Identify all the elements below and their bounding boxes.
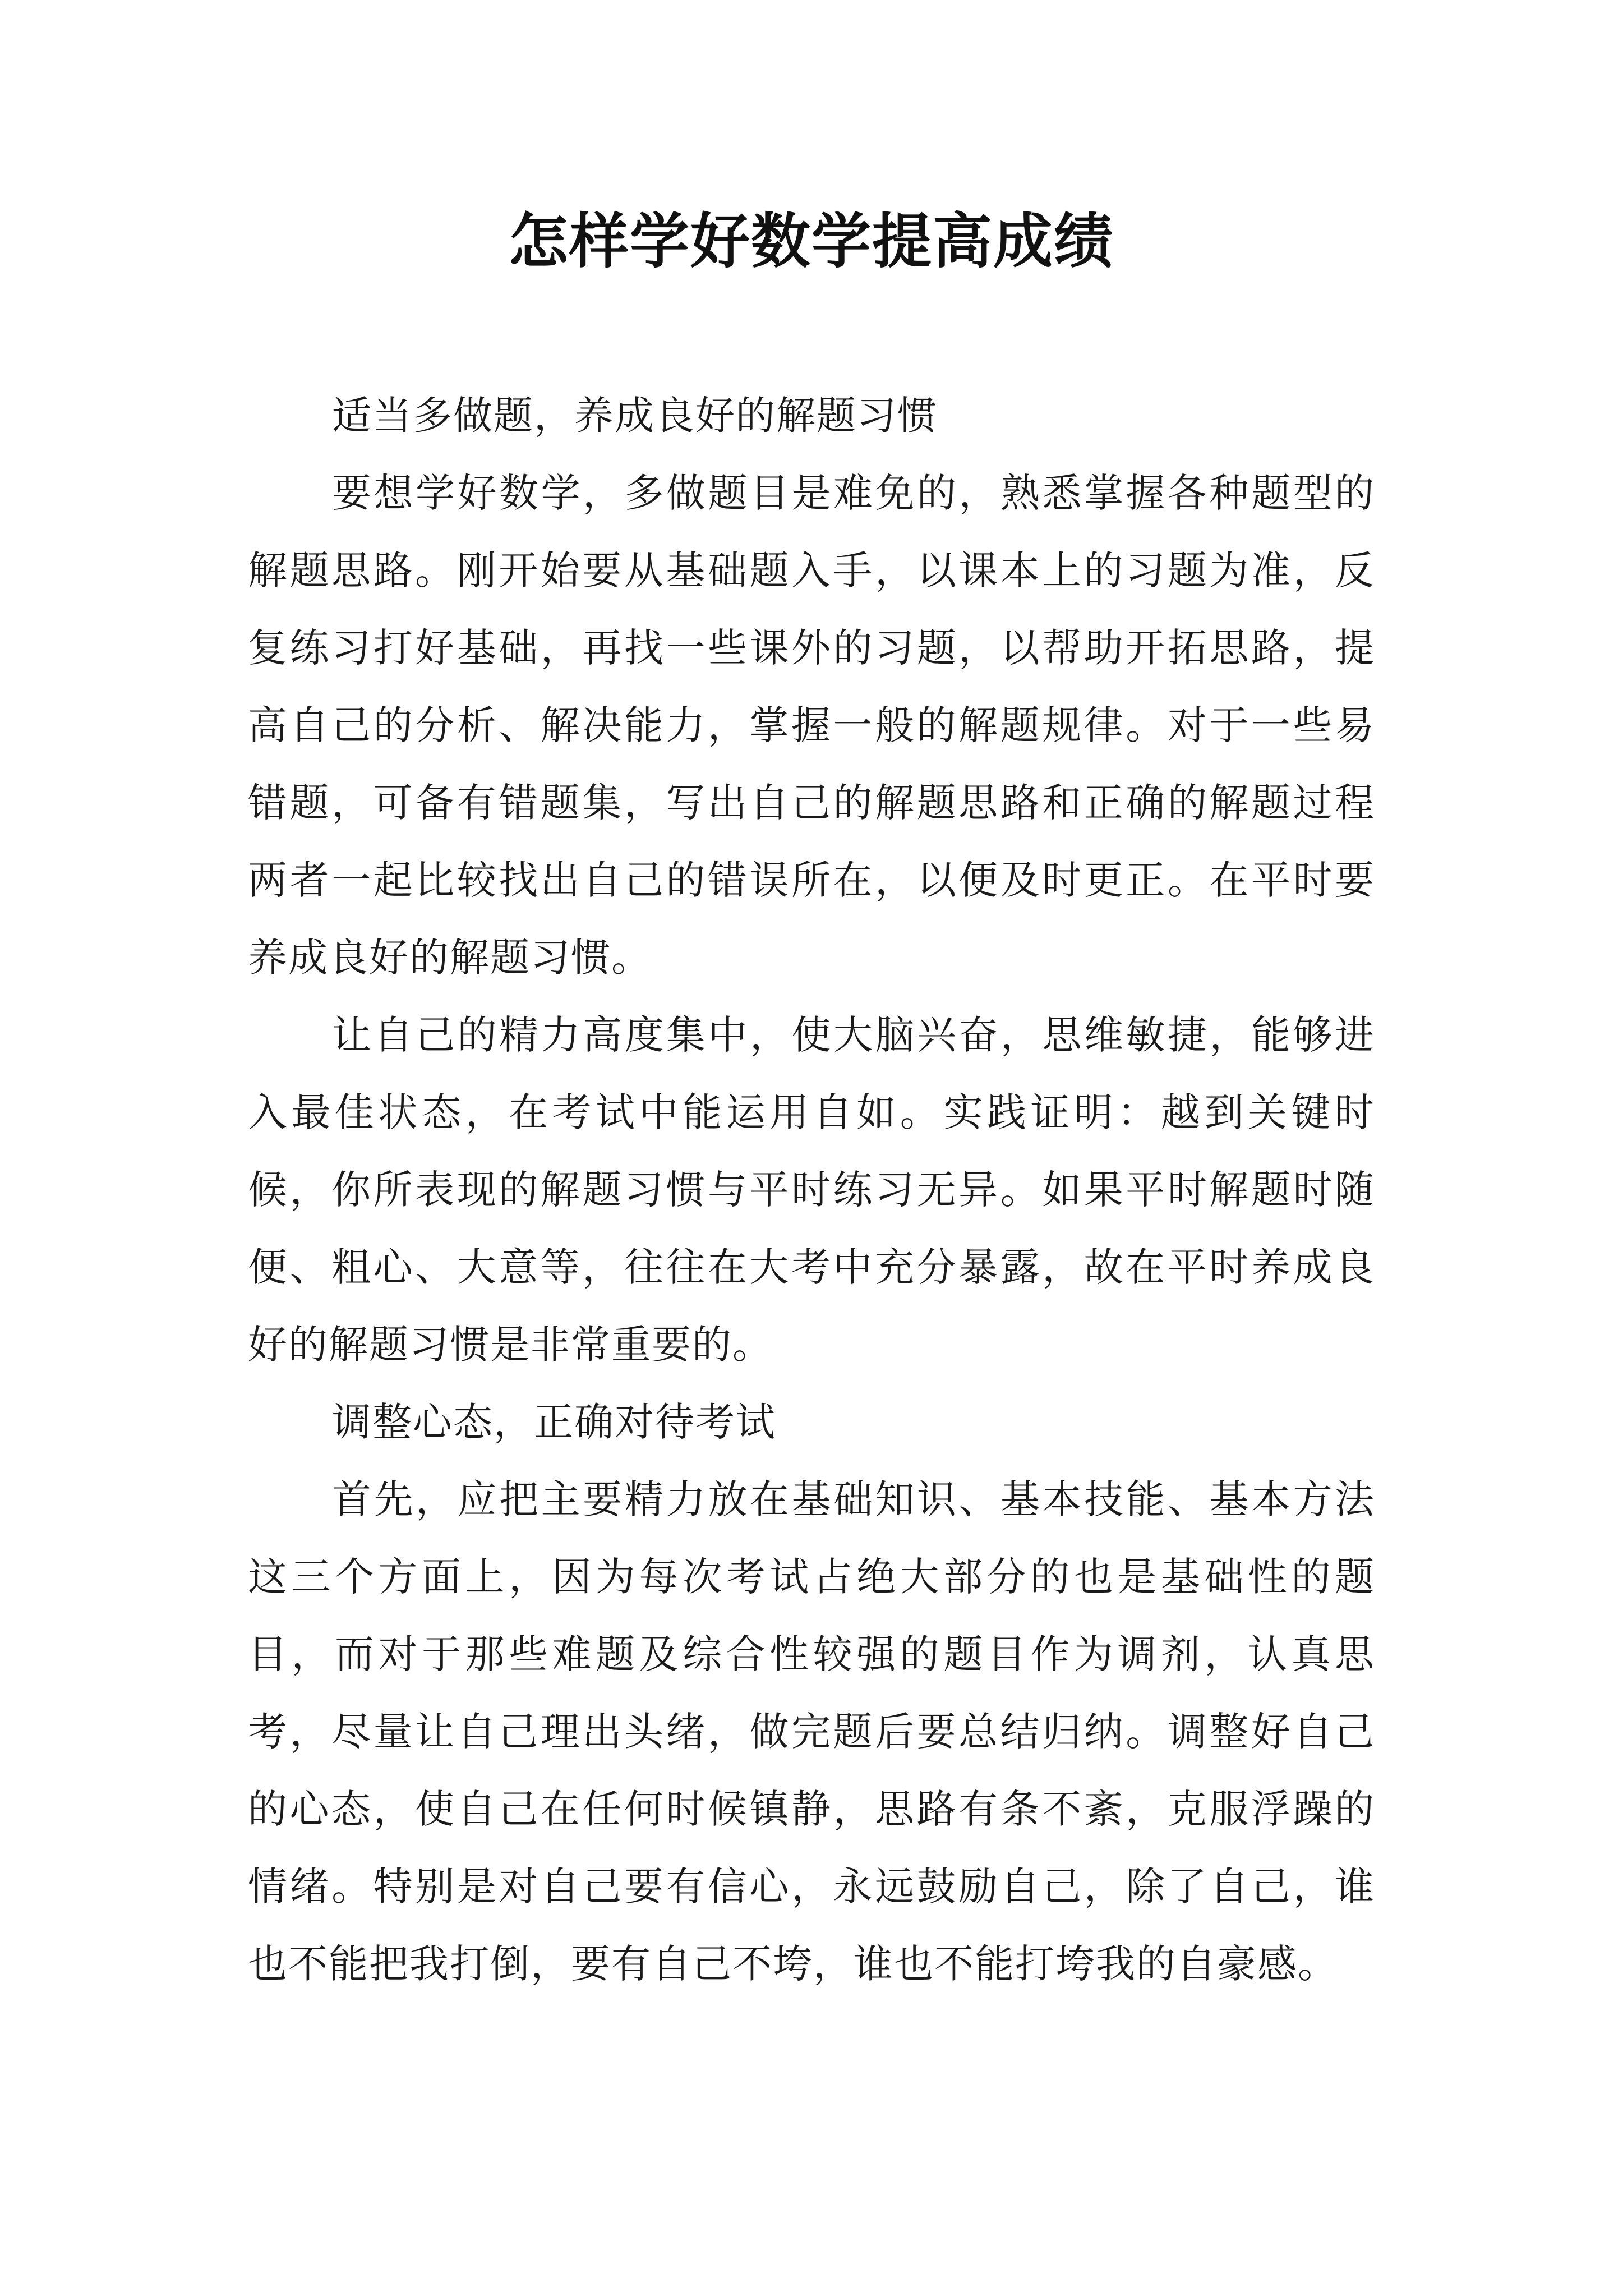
section-heading: 适当多做题，养成良好的解题习惯 [332,393,938,439]
document-title: 怎样学好数学提高成绩 [509,206,1114,276]
body-paragraph: 首先，应把主要精力放在基础知识、基本技能、基本方法这三个方面上，因为每次考试占绝大部分的也是基础性的题目，而对于那些难题及综合性较强的题目作为调剂，认真思考，尽量让自己理出头绪，做完题后要总结归纳。调整好自己的心态，使自己在任何时候镇静，思路有条不紊，克服浮躁的情绪。特别是对自己要有信心，永远鼓励自己，除了自己，谁也不能把我打倒，要有自己不垮，谁也不能打垮我的自豪感。 [248,1476,1375,1987]
section-heading: 调整心态，正确对待考试 [332,1399,776,1445]
document-body [248,377,1375,2003]
body-paragraph: 让自己的精力高度集中，使大脑兴奋，思维敏捷，能够进入最佳状态，在考试中能运用自如。实践证明：越到关键时候，你所表现的解题习惯与平时练习无异。如果平时解题时随便、粗心、大意等，往往在大考中充分暴露，故在平时养成良好的解题习惯是非常重要的。 [248,1012,1375,1368]
body-paragraph: 要想学好数学，多做题目是难免的，熟悉掌握各种题型的解题思路。刚开始要从基础题入手，以课本上的习题为准，反复练习打好基础，再找一些课外的习题，以帮助开拓思路，提高自己的分析、解决能力，掌握一般的解题规律。对于一些易错题，可备有错题集，写出自己的解题思路和正确的解题过程两者一起比较找出自己的错误所在，以便及时更正。在平时要养成良好的解题习惯。 [248,470,1375,981]
